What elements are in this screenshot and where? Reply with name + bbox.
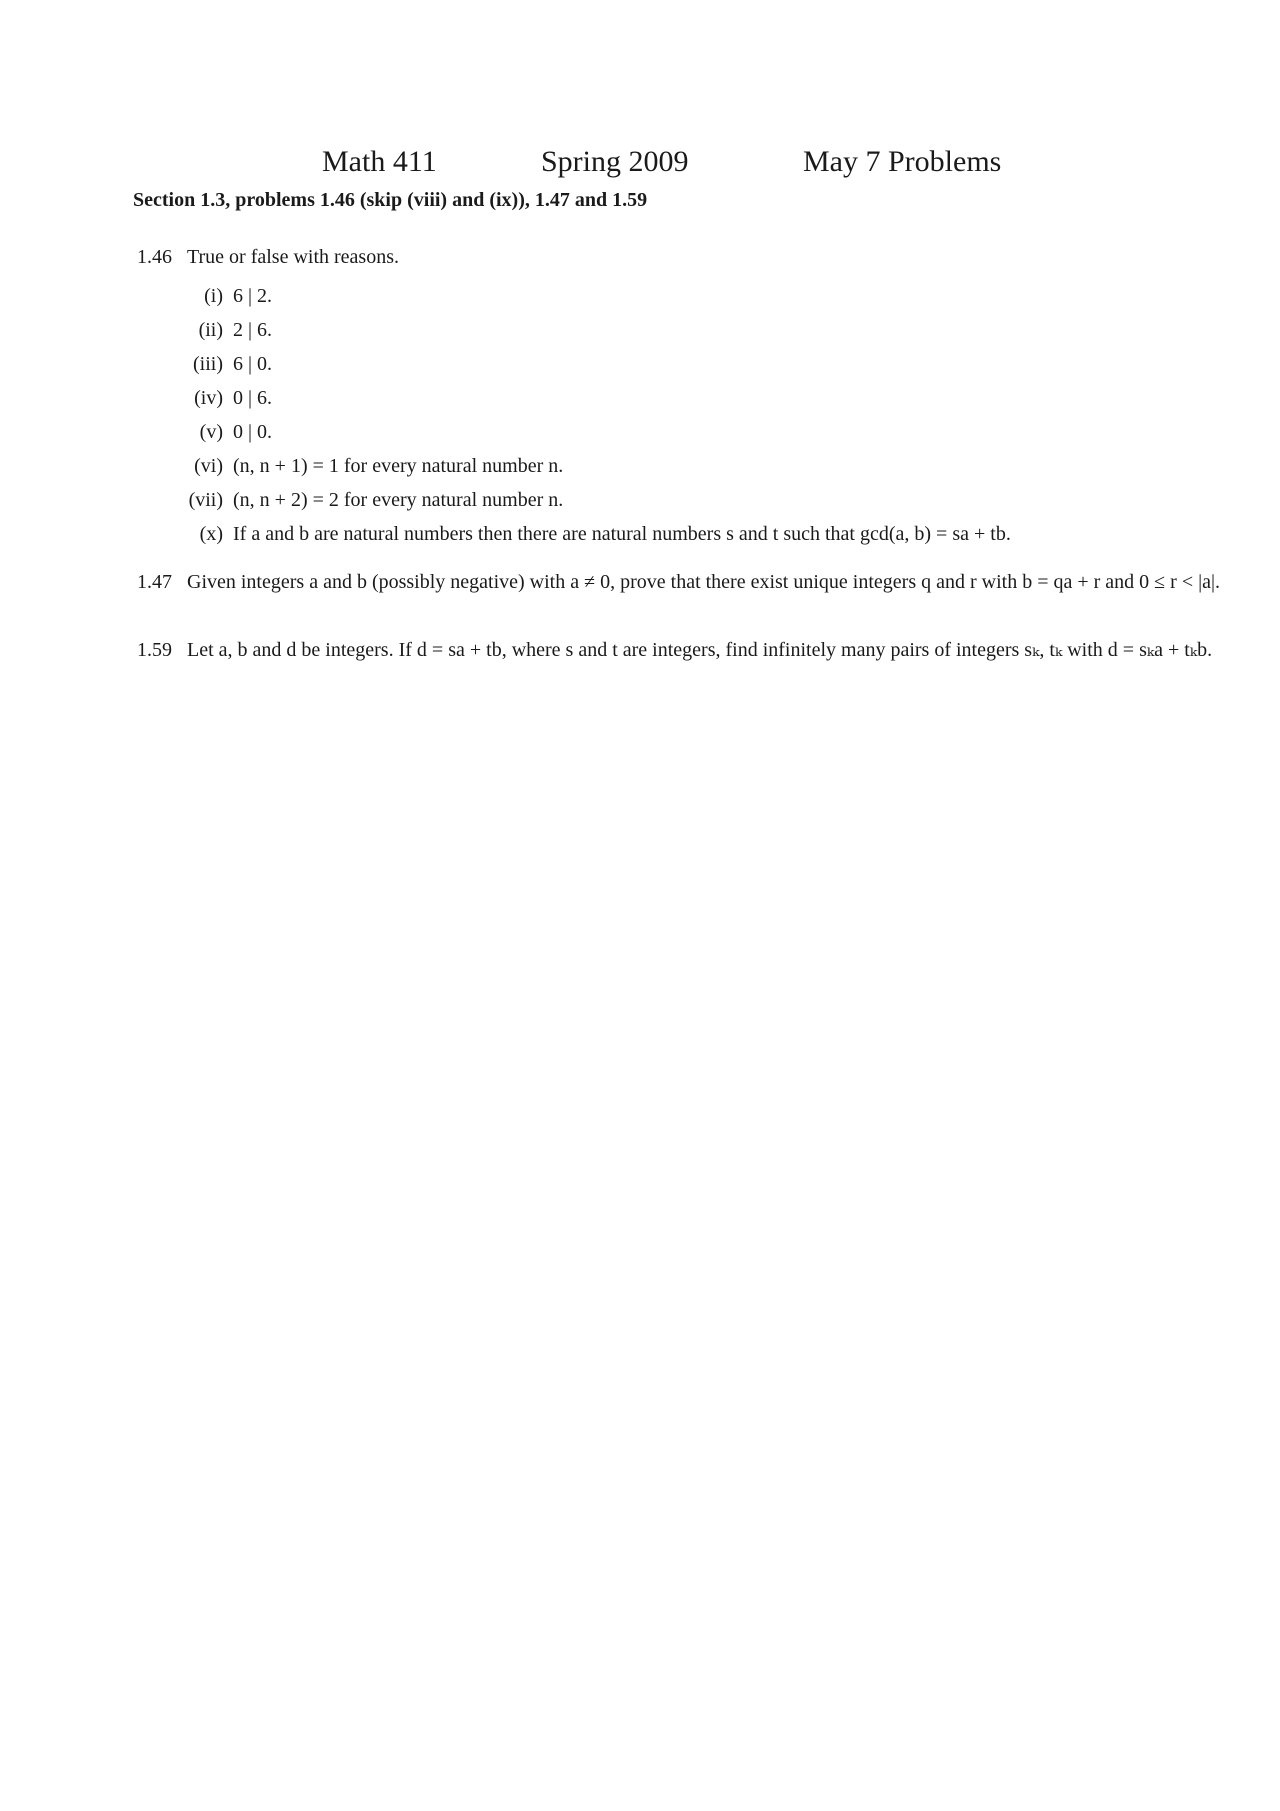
problem-1-46 [137,244,1222,270]
list-item [0,353,1280,383]
list-item [0,387,1280,417]
item-label: (iii) [193,353,223,375]
list-item [0,421,1280,451]
problem-1-47 [137,569,1222,595]
item-text: 6 | 2. [233,285,273,307]
item-label: (x) [199,523,223,545]
item-text: If a and b are natural numbers then there are natural numbers s and t such that gcd(a, b) = sa + tb. [233,523,1011,545]
section-assignment-line: Section 1.3, problems 1.46 (skip (viii) and (ix)), 1.47 and 1.59 [133,189,648,211]
item-text: 6 | 0. [233,353,273,375]
list-item [0,489,1280,519]
list-item [0,523,1280,553]
problem-number: 1.47 [137,571,172,593]
item-text: 0 | 0. [233,421,273,443]
problem-text: True or false with reasons. [187,246,400,268]
item-text: (n, n + 2) = 2 for every natural number n. [233,489,564,511]
problem-text: Let a, b and d be integers. If d = sa + tb, where s and t are integers, find infinitely many pairs of integers sₖ, tₖ with d = sₖa + tₖb. [187,639,1213,661]
item-text: 2 | 6. [233,319,273,341]
page-title: May 7 Problems [803,145,1002,178]
page-header [0,145,1280,185]
problem-number: 1.59 [137,639,172,661]
item-label: (i) [204,285,223,307]
problem-text: Given integers a and b (possibly negative) with a ≠ 0, prove that there exist unique integers q and r with b = qa + r and 0 ≤ r < |a|. [187,571,1220,593]
item-label: (iv) [194,387,223,409]
item-text: 0 | 6. [233,387,273,409]
problem-number: 1.46 [137,246,172,268]
item-label: (v) [199,421,223,443]
item-label: (vi) [194,455,223,477]
item-label: (vii) [188,489,223,511]
item-text: (n, n + 1) = 1 for every natural number n. [233,455,564,477]
term-label: Spring 2009 [541,145,689,178]
list-item [0,285,1280,315]
list-item [0,455,1280,485]
course-name: Math 411 [322,145,437,178]
problem-1-59 [137,637,1222,663]
list-item [0,319,1280,349]
item-label: (ii) [198,319,223,341]
